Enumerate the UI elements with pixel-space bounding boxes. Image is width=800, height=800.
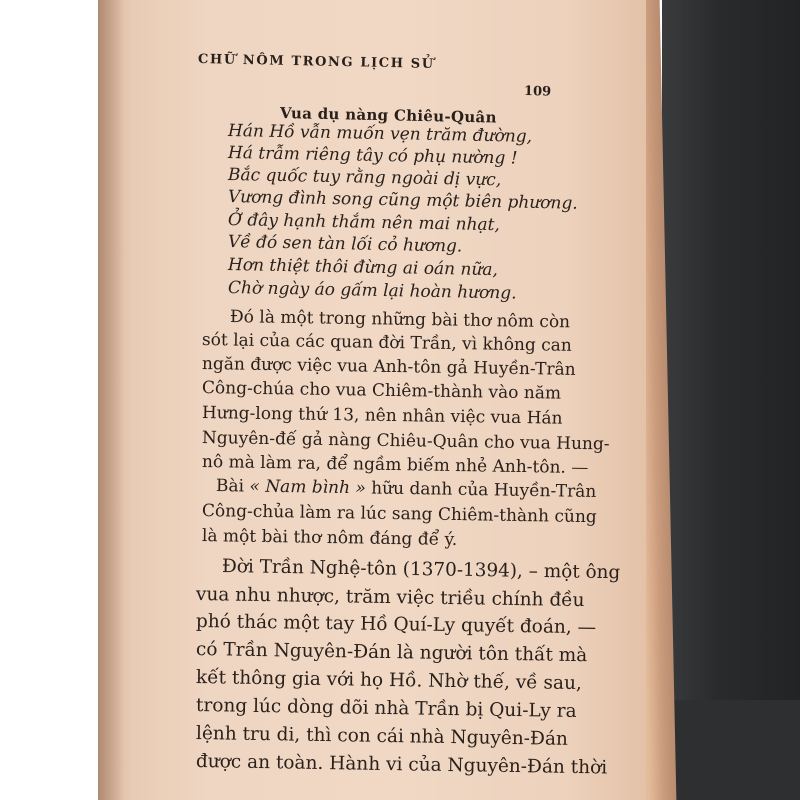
poem-line: Hán Hồ vẫn muốn vẹn trăm đường, bbox=[227, 121, 533, 147]
paragraph-line: Công-chủa làm ra lúc sang Chiêm-thành cũng bbox=[201, 501, 597, 528]
paragraph-line bbox=[216, 476, 597, 502]
running-head: CHỮ NÔM TRONG LỊCH SỬ bbox=[197, 52, 435, 72]
paragraph-line: có Trần Nguyên-Đán là người tôn thất mà bbox=[195, 639, 588, 667]
paragraph-line: nô mà làm ra, để ngầm biếm nhẻ Anh-tôn. — bbox=[201, 452, 589, 479]
paragraph-line: ngăn được việc vua Anh-tôn gả Huyền-Trân bbox=[201, 354, 576, 380]
paragraph-line: Hưng-long thứ 13, nên nhân việc vua Hán bbox=[201, 403, 563, 429]
work-title-nam-binh: « Nam bình » bbox=[249, 476, 366, 499]
paragraph-line: vua nhu nhược, trăm việc triều chính đều bbox=[195, 584, 585, 612]
paragraph-line: lệnh tru di, thì con cái nhà Nguyên-Đán bbox=[195, 723, 569, 750]
poem-title: Vua dụ nàng Chiêu-Quân bbox=[279, 104, 497, 127]
paragraph-line: trong lúc dòng dõi nhà Trần bị Qui-Ly ra bbox=[195, 695, 577, 722]
page-number: 109 bbox=[523, 84, 552, 100]
paragraph-line: sót lại của các quan đời Trần, vì không can bbox=[201, 330, 573, 356]
paragraph-text: hữu danh của Huyền-Trân bbox=[365, 478, 597, 502]
poem-line: Ở đây hạnh thắm nên mai nhạt, bbox=[227, 210, 501, 236]
paragraph-line: là một bài thơ nôm đáng để ý. bbox=[201, 526, 458, 551]
paragraph-line: phó thác một tay Hồ Quí-Ly quyết đoán, — bbox=[195, 611, 597, 639]
paragraph-line: được an toàn. Hành vi của Nguyên-Đán thời bbox=[195, 751, 608, 779]
poem-line: Vương đình song cũng một biên phương. bbox=[227, 187, 578, 214]
paragraph-line: Đời Trần Nghệ-tôn (1370-1394), – một ông bbox=[221, 556, 621, 584]
paragraph-line: Nguyên-đế gả nàng Chiêu-Quân cho vua Hung- bbox=[201, 428, 610, 455]
poem-line: Bắc quốc tuy rằng ngoài dị vực, bbox=[227, 165, 502, 191]
poem-line: Hơn thiệt thôi đừng ai oán nữa, bbox=[227, 255, 499, 281]
paragraph-line: Đó là một trong những bài thơ nôm còn bbox=[229, 307, 571, 333]
poem-line: Chờ ngày áo gấm lại hoàn hương. bbox=[227, 278, 517, 304]
paragraph-line: Công-chúa cho vua Chiêm-thành vào năm bbox=[201, 378, 562, 404]
paragraph-line: kết thông gia với họ Hồ. Nhờ thế, về sau, bbox=[195, 667, 583, 695]
poem-line: Về đó sen tàn lối cỏ hương. bbox=[227, 232, 463, 257]
paragraph-text: Bài bbox=[215, 476, 250, 497]
poem-line: Há trẫm riêng tây có phụ nường ! bbox=[227, 143, 518, 169]
